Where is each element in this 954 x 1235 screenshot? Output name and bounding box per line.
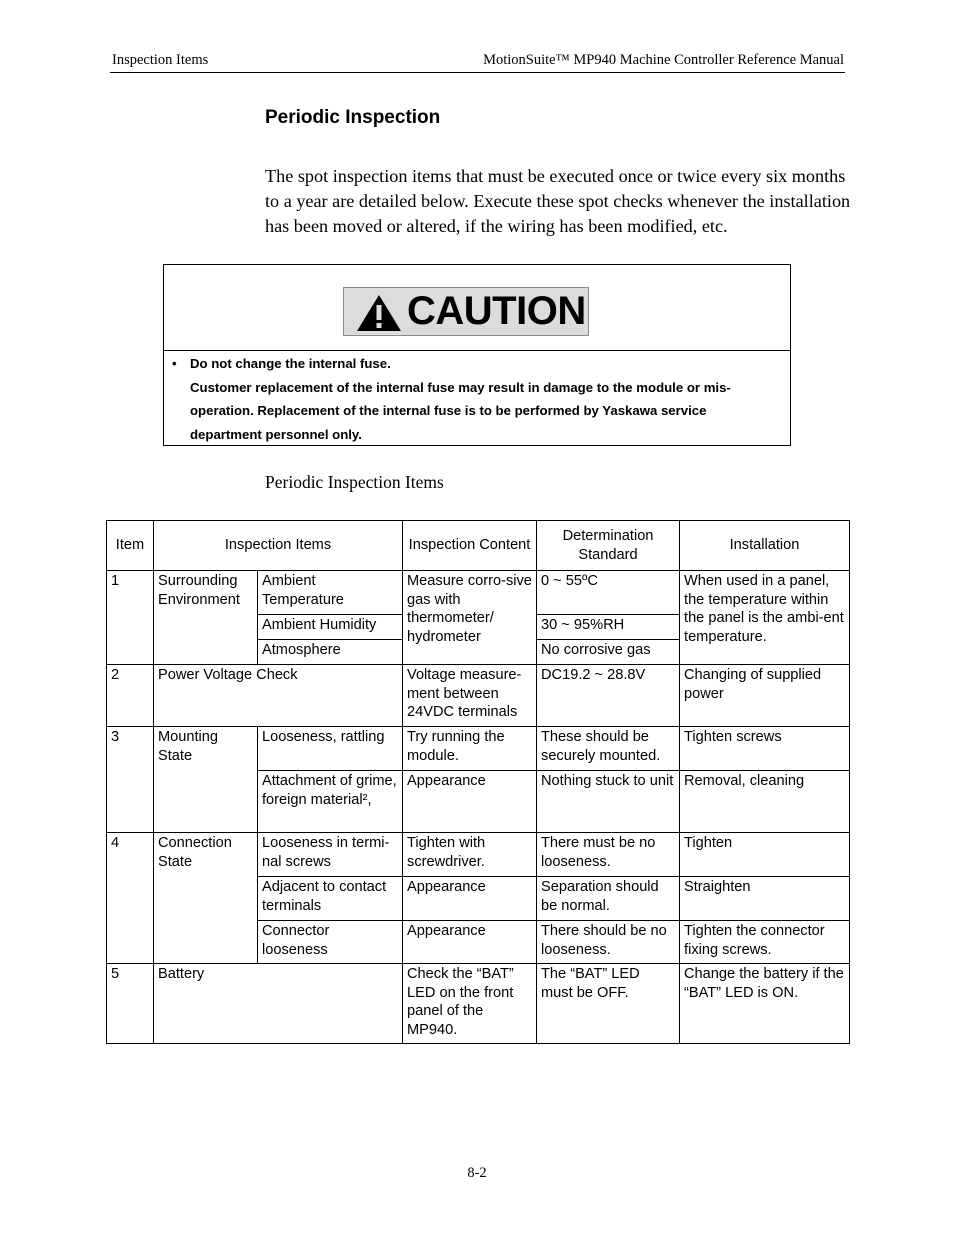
cell-item: 4	[107, 833, 154, 964]
caution-line-4: department personnel only.	[190, 426, 362, 442]
cell-standard: 30 ~ 95%RH	[537, 615, 680, 640]
section-title: Periodic Inspection	[265, 107, 441, 128]
table-row	[107, 665, 850, 727]
caution-line-3: operation. Replacement of the internal fuse is to be performed by Yaskawa service	[190, 403, 707, 418]
cell-installation: Changing of supplied power	[680, 665, 850, 727]
cell-standard: These should be securely mounted.	[537, 727, 680, 771]
caution-title: CAUTION	[407, 289, 586, 333]
header-inspection-content: Inspection Content	[403, 521, 537, 571]
cell-content: Appearance	[403, 921, 537, 964]
cell-item-empty	[107, 771, 154, 833]
running-header-right: MotionSuite™ MP940 Machine Controller Reference Manual	[483, 52, 844, 68]
caution-divider	[164, 350, 790, 351]
cell-content: Try running the module.	[403, 727, 537, 771]
inspection-table	[106, 520, 850, 1044]
table-row	[107, 964, 850, 1044]
cell-installation: Tighten the connector fixing screws.	[680, 921, 850, 964]
cell-installation: Tighten	[680, 833, 850, 877]
page-number: 8-2	[467, 1165, 487, 1181]
cell-group: Connection State	[154, 833, 258, 964]
cell-content: Appearance	[403, 877, 537, 921]
header-determination-standard: Determination Standard	[537, 521, 680, 571]
cell-sub: Ambient Temperature	[258, 571, 403, 615]
cell-sub: Looseness in termi-nal screws	[258, 833, 403, 877]
intro-paragraph: The spot inspection items that must be executed once or twice every six months to a year are detailed below. Execute these spot checks whenever the installation has been moved or altered, if the wiring has been modified, etc.	[265, 166, 851, 236]
cell-group: Surrounding Environment	[154, 571, 258, 665]
cell-installation: Straighten	[680, 877, 850, 921]
caution-bullet: •	[172, 356, 177, 371]
cell-group: Mounting State	[154, 727, 258, 771]
header-inspection-items: Inspection Items	[154, 521, 403, 571]
cell-item: 2	[107, 665, 154, 727]
header-item: Item	[107, 521, 154, 571]
cell-standard: There should be no looseness.	[537, 921, 680, 964]
cell-group-empty	[154, 771, 258, 833]
table-row	[107, 727, 850, 771]
table-row	[107, 771, 850, 833]
cell-content: Appearance	[403, 771, 537, 833]
caution-line-2: Customer replacement of the internal fuse may result in damage to the module or mis-	[190, 379, 731, 395]
warning-triangle-icon	[356, 294, 402, 332]
header-rule	[110, 72, 845, 73]
cell-content: Measure corro-sive gas with thermometer/ hydrometer	[403, 571, 537, 665]
cell-installation: When used in a panel, the temperature within the panel is the ambi-ent temperature.	[680, 571, 850, 665]
table-row	[107, 571, 850, 615]
cell-item: 1	[107, 571, 154, 665]
cell-item: 3	[107, 727, 154, 771]
cell-content: Check the “BAT” LED on the front panel of the MP940.	[403, 964, 537, 1044]
cell-sub: Attachment of grime, foreign material²,	[258, 771, 403, 833]
cell-sub: Ambient Humidity	[258, 615, 403, 640]
cell-standard: Separation should be normal.	[537, 877, 680, 921]
table-row	[107, 833, 850, 877]
cell-standard: There must be no looseness.	[537, 833, 680, 877]
header-installation: Installation	[680, 521, 850, 571]
running-header-left: Inspection Items	[112, 52, 209, 68]
cell-sub: Adjacent to contact terminals	[258, 877, 403, 921]
cell-standard: 0 ~ 55ºC	[537, 571, 680, 615]
cell-item: 5	[107, 964, 154, 1044]
cell-standard: Nothing stuck to unit	[537, 771, 680, 833]
cell-sub: Connector looseness	[258, 921, 403, 964]
cell-standard: The “BAT” LED must be OFF.	[537, 964, 680, 1044]
caution-banner	[343, 287, 589, 336]
cell-group: Power Voltage Check	[154, 665, 403, 727]
caution-text	[190, 352, 775, 446]
table-header-row	[107, 521, 850, 571]
cell-group: Battery	[154, 964, 403, 1044]
table-caption: Periodic Inspection Items	[265, 472, 444, 492]
cell-standard: DC19.2 ~ 28.8V	[537, 665, 680, 727]
caution-line-1: Do not change the internal fuse.	[190, 356, 391, 371]
cell-sub: Looseness, rattling	[258, 727, 403, 771]
cell-content: Tighten with screwdriver.	[403, 833, 537, 877]
cell-standard: No corrosive gas	[537, 640, 680, 665]
cell-installation: Change the battery if the “BAT” LED is ON.	[680, 964, 850, 1044]
cell-content: Voltage measure-ment between 24VDC terminals	[403, 665, 537, 727]
cell-sub: Atmosphere	[258, 640, 403, 665]
cell-installation: Tighten screws	[680, 727, 850, 771]
cell-installation: Removal, cleaning	[680, 771, 850, 833]
